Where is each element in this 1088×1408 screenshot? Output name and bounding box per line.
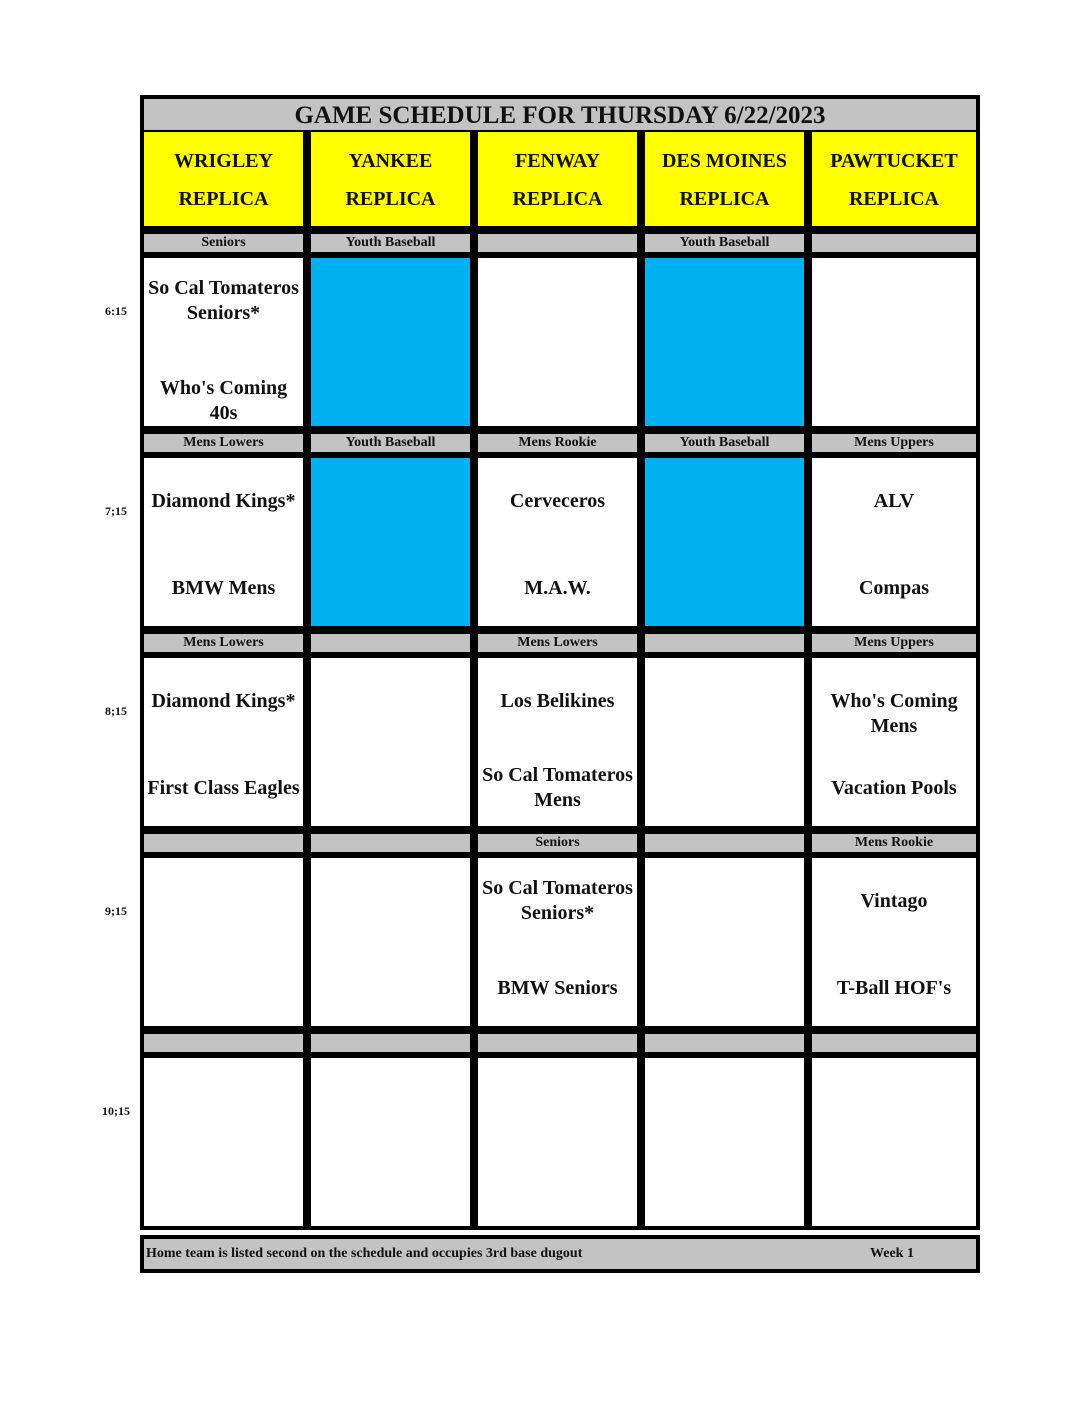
game-cell xyxy=(808,855,980,1030)
home-team: BMW Seniors xyxy=(497,977,618,999)
division-label: Youth Baseball xyxy=(307,230,474,255)
division-label xyxy=(140,830,307,855)
venue-sub: REPLICA xyxy=(679,188,770,210)
home-team: T-Ball HOF's xyxy=(836,977,952,999)
division-label xyxy=(808,230,980,255)
game-cell xyxy=(140,1055,307,1230)
schedule-sheet xyxy=(140,95,980,1273)
game-cell xyxy=(474,655,641,830)
venue-sub: REPLICA xyxy=(178,188,269,210)
away-team: So Cal Tomateros Seniors* xyxy=(482,877,633,924)
venue-header-pawtucket xyxy=(808,130,980,230)
venue-name: YANKEE xyxy=(348,150,433,172)
venue-name: FENWAY xyxy=(515,150,600,172)
venue-header-yankee xyxy=(307,130,474,230)
division-label xyxy=(140,1030,307,1055)
division-label: Mens Lowers xyxy=(474,630,641,655)
division-label: Mens Uppers xyxy=(808,630,980,655)
division-label xyxy=(307,830,474,855)
game-cell xyxy=(140,855,307,1030)
game-cell xyxy=(140,455,307,630)
division-label xyxy=(307,630,474,655)
away-team: Who's Coming Mens xyxy=(830,690,958,737)
division-label xyxy=(474,230,641,255)
division-label xyxy=(641,830,808,855)
division-label: Mens Rookie xyxy=(474,430,641,455)
game-cell xyxy=(474,855,641,1030)
game-cell xyxy=(808,455,980,630)
venue-header-wrigley xyxy=(140,130,307,230)
blocked-slot xyxy=(307,255,474,430)
away-team: Diamond Kings* xyxy=(151,690,296,712)
game-cell xyxy=(641,1055,808,1230)
venue-name: PAWTUCKET xyxy=(830,150,958,172)
game-cell xyxy=(140,255,307,430)
home-team: Compas xyxy=(858,577,929,599)
home-team: BMW Mens xyxy=(171,577,276,599)
time-slot-label: 9;15 xyxy=(105,904,127,918)
division-label: Youth Baseball xyxy=(641,430,808,455)
blocked-slot xyxy=(307,455,474,630)
away-team: Diamond Kings* xyxy=(151,490,296,512)
division-label xyxy=(641,1030,808,1055)
time-slot-label: 6:15 xyxy=(105,304,127,318)
venue-name: WRIGLEY xyxy=(174,150,273,172)
game-cell xyxy=(140,655,307,830)
game-cell xyxy=(307,1055,474,1230)
time-slot-label: 7;15 xyxy=(105,504,127,518)
venue-sub: REPLICA xyxy=(345,188,436,210)
footer-note: Home team is listed second on the schedule and occupies 3rd base dugout xyxy=(146,1246,583,1261)
game-cell xyxy=(641,655,808,830)
away-team: Vintago xyxy=(860,890,928,912)
division-label xyxy=(641,630,808,655)
division-label xyxy=(474,1030,641,1055)
blocked-slot xyxy=(641,255,808,430)
time-slot-label: 8;15 xyxy=(105,704,127,718)
venue-sub: REPLICA xyxy=(512,188,603,210)
game-cell xyxy=(808,255,980,430)
division-label: Mens Uppers xyxy=(808,430,980,455)
division-label xyxy=(307,1030,474,1055)
game-cell xyxy=(641,855,808,1030)
venue-name: DES MOINES xyxy=(661,150,788,172)
venue-header-des-moines xyxy=(641,130,808,230)
game-cell xyxy=(808,1055,980,1230)
game-cell xyxy=(474,255,641,430)
division-label: Mens Lowers xyxy=(140,430,307,455)
schedule-footer xyxy=(140,1235,980,1273)
game-cell xyxy=(307,855,474,1030)
division-label: Seniors xyxy=(140,230,307,255)
home-team: Who's Coming 40s xyxy=(159,377,288,424)
time-slot-label: 10;15 xyxy=(102,1104,130,1118)
week-label: Week 1 xyxy=(870,1246,914,1261)
away-team: So Cal Tomateros Seniors* xyxy=(148,277,299,324)
game-cell xyxy=(307,655,474,830)
division-label: Seniors xyxy=(474,830,641,855)
game-cell xyxy=(808,655,980,830)
blocked-slot xyxy=(641,455,808,630)
division-label: Youth Baseball xyxy=(307,430,474,455)
home-team: M.A.W. xyxy=(524,577,591,599)
venue-header-fenway xyxy=(474,130,641,230)
away-team: Los Belikines xyxy=(500,690,615,712)
home-team: First Class Eagles xyxy=(147,777,300,799)
division-label: Youth Baseball xyxy=(641,230,808,255)
division-label xyxy=(808,1030,980,1055)
venue-sub: REPLICA xyxy=(848,188,939,210)
home-team: Vacation Pools xyxy=(831,777,957,799)
away-team: Cerveceros xyxy=(509,490,606,512)
away-team: ALV xyxy=(873,490,915,512)
schedule-title: GAME SCHEDULE FOR THURSDAY 6/22/2023 xyxy=(140,95,980,132)
division-label: Mens Rookie xyxy=(808,830,980,855)
game-cell xyxy=(474,455,641,630)
division-label: Mens Lowers xyxy=(140,630,307,655)
home-team: So Cal Tomateros Mens xyxy=(482,764,633,811)
game-cell xyxy=(474,1055,641,1230)
